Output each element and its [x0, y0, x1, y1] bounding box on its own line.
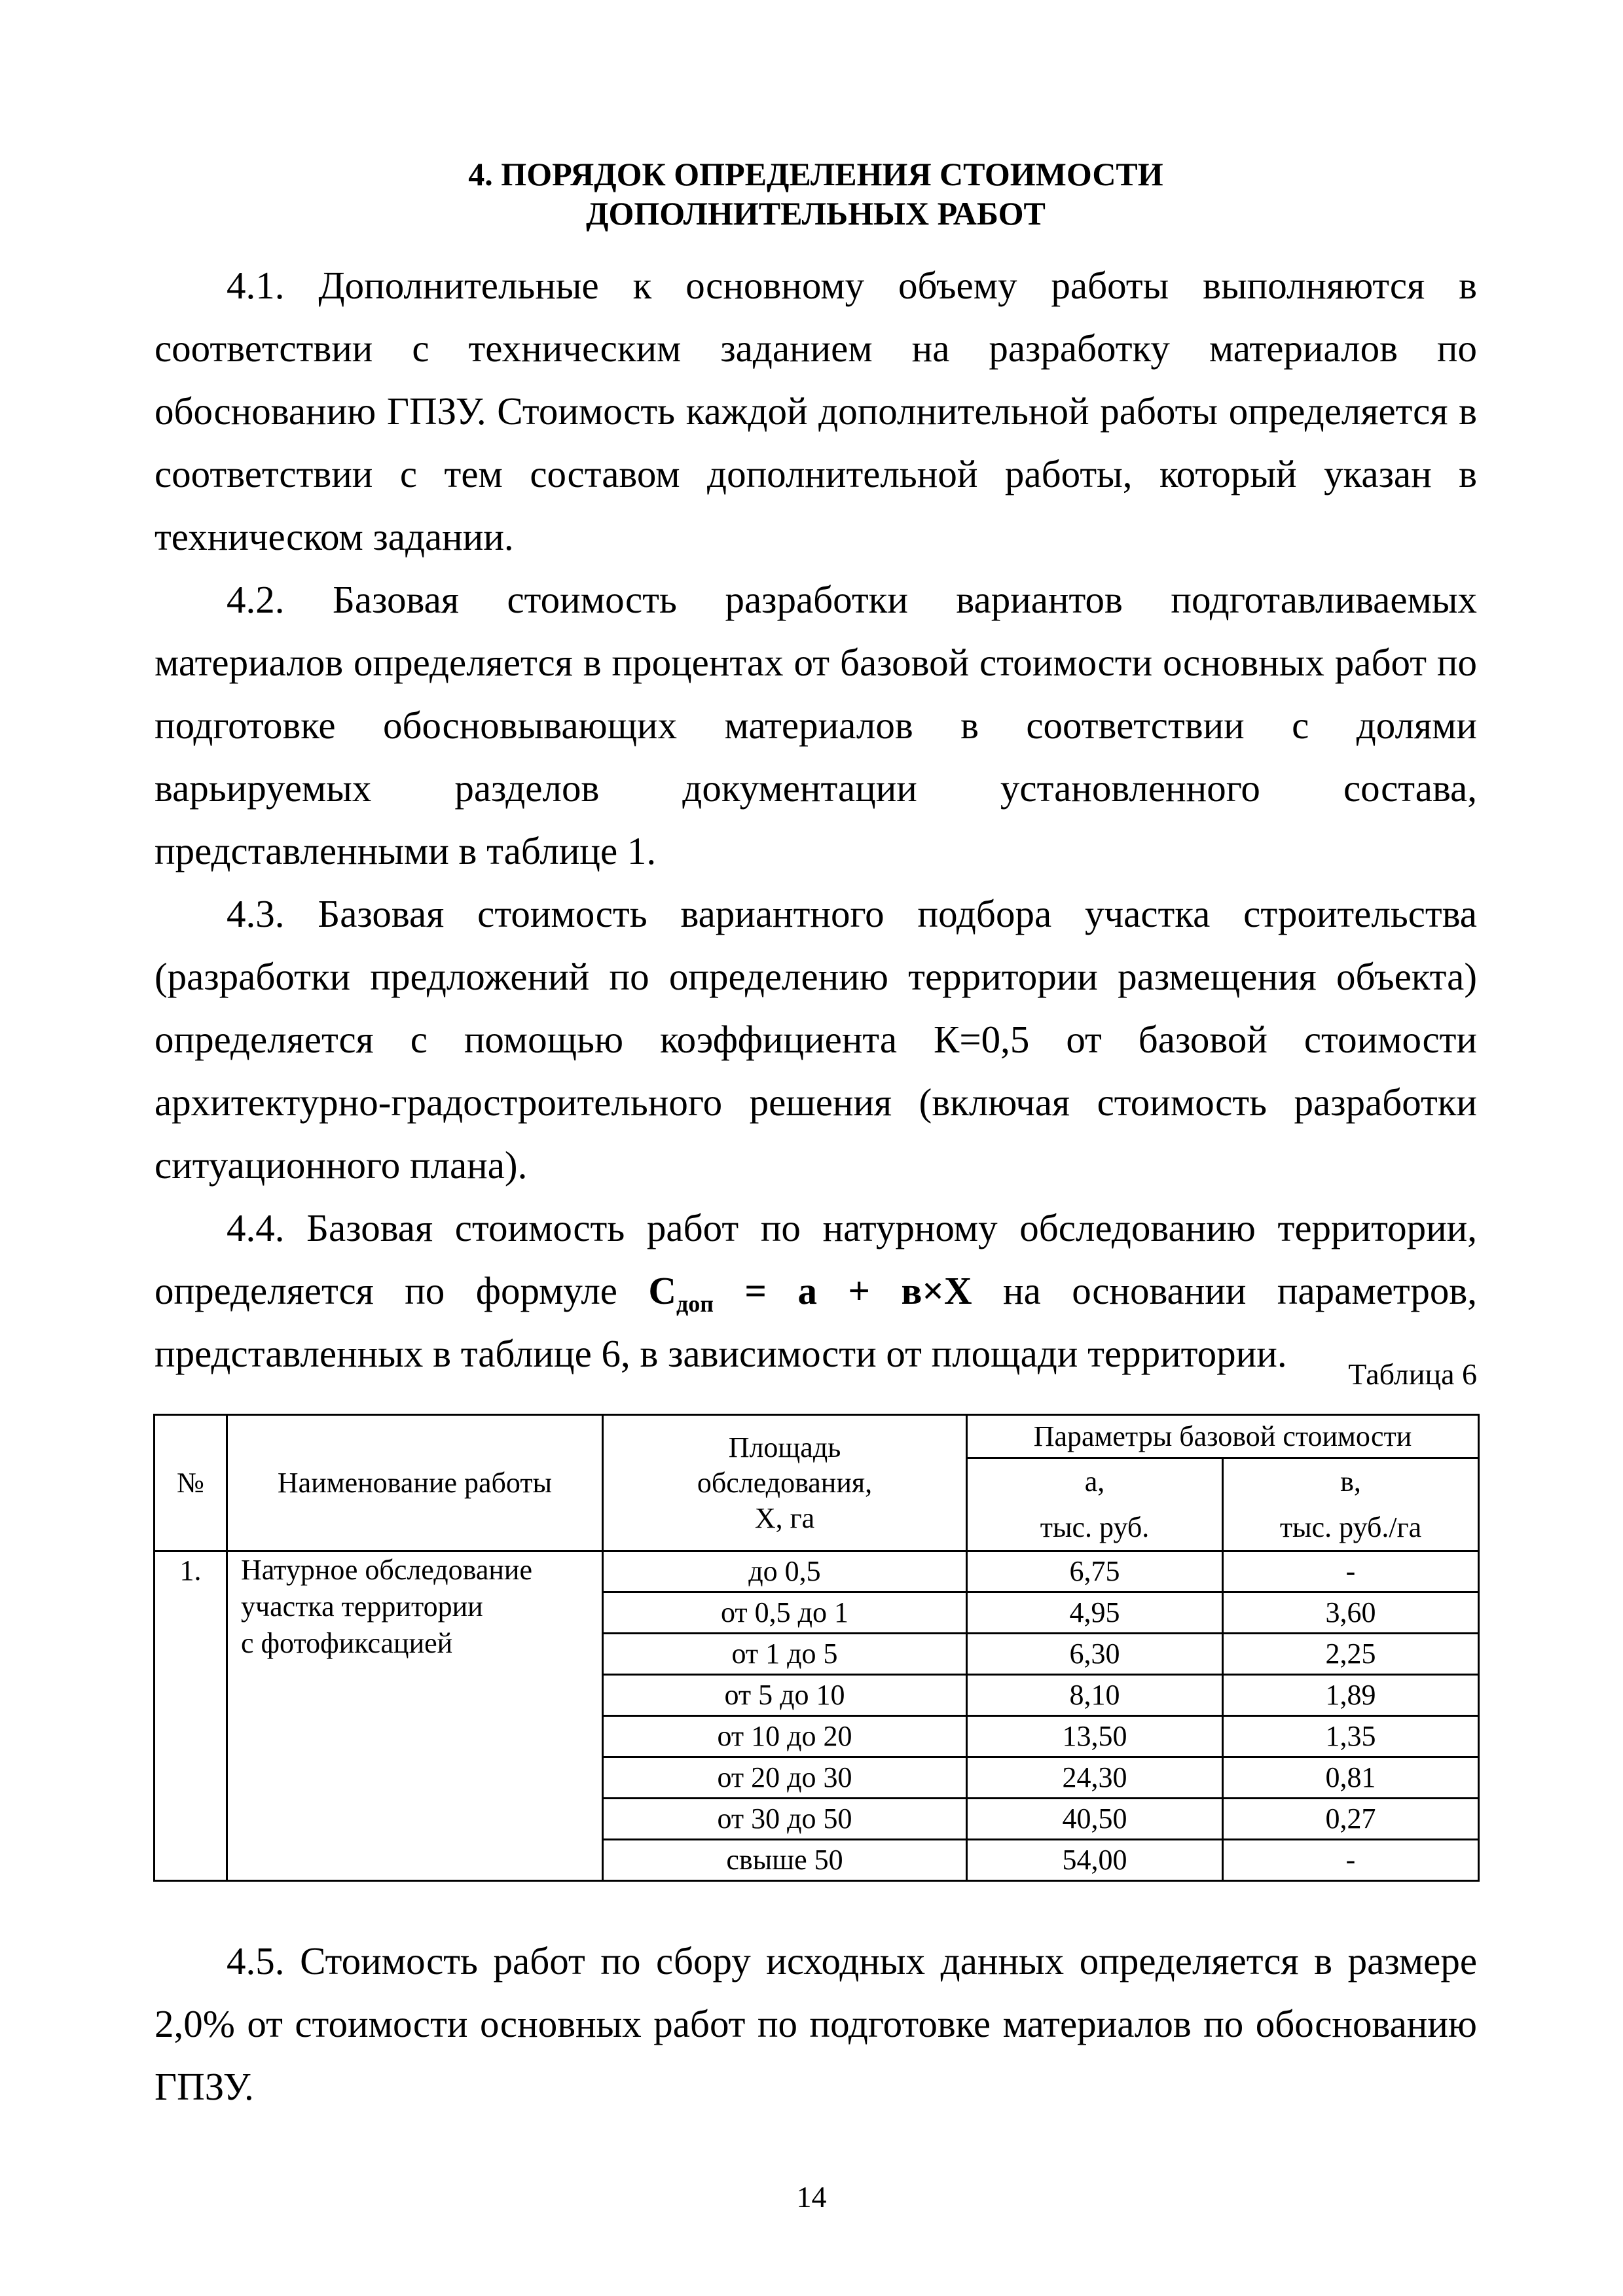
cost-parameters-table	[153, 1414, 1480, 1882]
table-container	[153, 1414, 1478, 1882]
header-param-b-unit: тыс. руб./га	[1279, 1511, 1422, 1543]
cell-param-b: 1,89	[1223, 1675, 1479, 1716]
paragraph-4-4	[155, 1196, 1477, 1385]
section-heading-line-2: ДОПОЛНИТЕЛЬНЫХ РАБОТ	[586, 195, 1046, 232]
header-number: №	[155, 1415, 227, 1551]
header-param-b-label: в,	[1340, 1465, 1361, 1498]
paragraph-4-2: 4.2. Базовая стоимость разработки вариантов подготавливаемых материалов определяется в процентах от базовой стоимости основных работ по подготовке обосновывающих материалов в соответствии с долями варьируемых разделов документации установленного состава, представленными в таблице 1.	[155, 578, 1477, 872]
cell-param-b: 0,81	[1223, 1757, 1479, 1799]
cell-param-b: -	[1223, 1840, 1479, 1881]
cell-param-a: 24,30	[967, 1757, 1223, 1799]
cell-area: от 30 до 50	[603, 1799, 967, 1840]
paragraph-4-5: 4.5. Стоимость работ по сбору исходных данных определяется в размере 2,0% от стоимости основных работ по подготовке материалов по обоснованию ГПЗУ.	[155, 1939, 1477, 2108]
cell-param-a: 8,10	[967, 1675, 1223, 1716]
header-param-a-unit: тыс. руб.	[1040, 1511, 1150, 1543]
table-caption: Таблица 6	[1348, 1357, 1477, 1391]
section-heading	[155, 154, 1477, 233]
cell-area: от 0,5 до 1	[603, 1592, 967, 1634]
row-work-name	[227, 1551, 603, 1881]
cell-area: от 20 до 30	[603, 1757, 967, 1799]
cell-param-a: 6,30	[967, 1634, 1223, 1675]
paragraph-4-4-lead: 4.4. Базовая стоимость работ по натурному обследованию территории, определяется по формуле	[155, 1206, 1477, 1312]
page-number: 14	[796, 2180, 827, 2214]
formula-subscript: доп	[676, 1291, 714, 1317]
header-param-a	[967, 1458, 1223, 1551]
cell-param-a: 13,50	[967, 1716, 1223, 1757]
formula-expression: = а + в×Х	[713, 1269, 972, 1312]
paragraph-4-4-tail: на основании параметров, представленных в таблице 6, в зависимости от площади территории.	[155, 1269, 1477, 1375]
cell-area: от 10 до 20	[603, 1716, 967, 1757]
body-text	[155, 254, 1477, 1385]
cell-area: свыше 50	[603, 1840, 967, 1881]
cost-formula	[648, 1269, 972, 1317]
cell-area: до 0,5	[603, 1551, 967, 1592]
row-work-name-line-1: Натурное обследование	[241, 1554, 532, 1586]
section-heading-line-1: 4. ПОРЯДОК ОПРЕДЕЛЕНИЯ СТОИМОСТИ	[468, 156, 1163, 192]
formula-symbol: С	[648, 1269, 677, 1312]
header-area	[603, 1415, 967, 1551]
cell-param-a: 54,00	[967, 1840, 1223, 1881]
cell-area: от 1 до 5	[603, 1634, 967, 1675]
row-number: 1.	[155, 1551, 227, 1881]
header-area-line-1: Площадь	[728, 1431, 841, 1463]
cell-param-b: 0,27	[1223, 1799, 1479, 1840]
cell-param-a: 6,75	[967, 1551, 1223, 1592]
cell-param-b: 2,25	[1223, 1634, 1479, 1675]
cell-area: от 5 до 10	[603, 1675, 967, 1716]
header-work-name: Наименование работы	[227, 1415, 603, 1551]
cell-param-a: 40,50	[967, 1799, 1223, 1840]
header-param-a-label: а,	[1084, 1465, 1105, 1498]
paragraph-4-3: 4.3. Базовая стоимость вариантного подбора участка строительства (разработки предложений по определению территории размещения объекта) определяется с помощью коэффициента К=0,5 от базовой стоимости архитектурно-градостроительного решения (включая стоимость разработки ситуационного плана).	[155, 892, 1477, 1187]
paragraph-4-1: 4.1. Дополнительные к основному объему работы выполняются в соответствии с техническим заданием на разработку материалов по обоснованию ГПЗУ. Стоимость каждой дополнительной работы определяется в соответствии с тем составом дополнительной работы, который указан в техническом задании.	[155, 264, 1477, 558]
body-text-after-table	[155, 1929, 1477, 2118]
cell-param-a: 4,95	[967, 1592, 1223, 1634]
row-work-name-line-2: участка территории	[241, 1590, 483, 1623]
table-row	[155, 1551, 1479, 1592]
cell-param-b: 3,60	[1223, 1592, 1479, 1634]
row-work-name-line-3: с фотофиксацией	[241, 1627, 453, 1659]
header-base-cost-params: Параметры базовой стоимости	[967, 1415, 1479, 1458]
cell-param-b: 1,35	[1223, 1716, 1479, 1757]
cell-param-b: -	[1223, 1551, 1479, 1592]
header-param-b	[1223, 1458, 1479, 1551]
header-area-line-2: обследования,	[697, 1466, 873, 1499]
header-area-line-3: Х, га	[754, 1501, 815, 1534]
